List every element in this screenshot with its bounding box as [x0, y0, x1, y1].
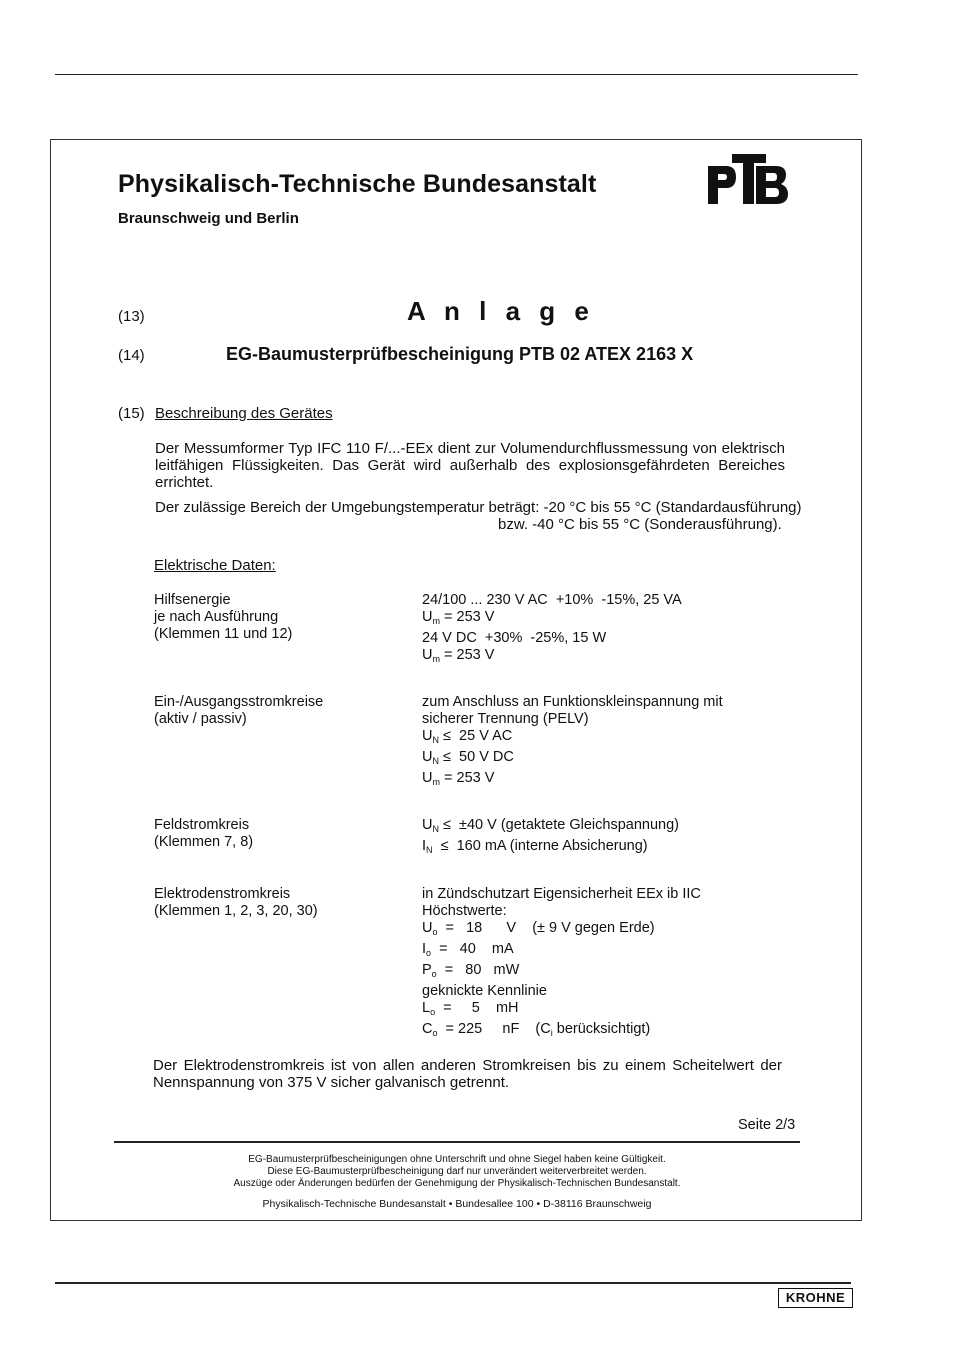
feldstromkreis-values [422, 817, 679, 859]
value-line: in Zündschutzart Eigensicherheit EEx ib IIC [422, 886, 701, 902]
value-line: $P_o = 80$ mW [422, 962, 520, 979]
elektroden-label [154, 886, 318, 920]
label-line: Ein-/Ausgangsstromkreise [154, 694, 324, 710]
description-paragraph: Der Messumformer Typ IFC 110 F/...-EEx dient zur Volumendurchflussmessung von elektrisch leitfähigen Flüssigkeiten. Das Gerät wird außerhalb des explosionsgefährdeten Bereiches errichtet. [155, 440, 785, 491]
value-line: $U_o = 18$ V (± 9 V gegen Erde) [422, 920, 655, 937]
label-line: (Klemmen 1, 2, 3, 20, 30) [154, 903, 318, 919]
label-line: Hilfsenergie [154, 592, 231, 608]
value-line: $I_o = 40$ mA [422, 941, 514, 958]
item-number-15: (15) [118, 405, 145, 422]
temperature-range-line-2: bzw. -40 °C bis 55 °C (Sonderausführung). [498, 516, 782, 533]
label-line: je nach Ausführung [154, 609, 279, 625]
hilfsenergie-label [154, 592, 292, 643]
ein-ausgang-label [154, 694, 323, 728]
item-number-13: (13) [118, 308, 145, 325]
value-line: Höchstwerte: [422, 903, 507, 919]
value-line: 24/100 ... 230 V AC +10% -15%, 25 VA [422, 592, 682, 608]
footer-note-3: Auszüge oder Änderungen bedürfen der Genehmigung der Physikalisch-Technischen Bundesanstalt. [233, 1178, 681, 1189]
elektroden-values [422, 886, 701, 1042]
value-line: sicherer Trennung (PELV) [422, 711, 589, 727]
label-line: Feldstromkreis [154, 817, 250, 833]
value-line: $I_N \le 160$ mA (interne Absicherung) [422, 838, 648, 855]
ptb-logo [706, 152, 790, 206]
ein-ausgang-values [422, 694, 723, 791]
value-line: $U_m = 253$ V [422, 609, 495, 626]
krohne-logo: KROHNE [778, 1288, 853, 1308]
value-line: $L_o$ = 5 mH [422, 1000, 519, 1017]
value-line: $U_m = 253$ V [422, 647, 495, 664]
label-line: (Klemmen 11 und 12) [154, 626, 293, 642]
value-line: $U_N \le 50$ V DC [422, 749, 514, 766]
label-line: (aktiv / passiv) [154, 711, 247, 727]
certificate-title: EG-Baumusterprüfbescheinigung PTB 02 ATEX 2163 X [226, 344, 694, 364]
temperature-range-line-1: Der zulässige Bereich der Umgebungstemperatur beträgt: -20 °C bis 55 °C (Standardausführung) [155, 499, 802, 516]
value-line: geknickte Kennlinie [422, 983, 547, 999]
value-line: $U_N \le 25$ V AC [422, 728, 513, 745]
footer-note-1: EG-Baumusterprüfbescheinigungen ohne Unterschrift und ohne Siegel haben keine Gültigkeit. [248, 1154, 666, 1165]
page-number: Seite 2/3 [738, 1117, 796, 1133]
institution-name: Physikalisch-Technische Bundesanstalt [118, 170, 597, 198]
footer-address: Physikalisch-Technische Bundesanstalt • Bundesallee 100 • D-38116 Braunschweig [262, 1198, 652, 1210]
label-line: Elektrodenstromkreis [154, 886, 291, 902]
electrical-data-heading: Elektrische Daten: [154, 557, 276, 574]
top-rule [55, 74, 858, 75]
value-line: $U_N \le \pm 40$ V (getaktete Gleichspannung) [422, 817, 679, 834]
closing-paragraph: Der Elektrodenstromkreis ist von allen anderen Stromkreisen bis zu einem Scheitelwert der Nennspannung von 375 V sicher galvanisch getrennt. [153, 1057, 782, 1091]
value-line: 24 V DC +30% -25%, 15 W [422, 630, 607, 646]
footer-rule [114, 1141, 800, 1143]
value-line: zum Anschluss an Funktionskleinspannung mit [422, 694, 723, 710]
item-number-14: (14) [118, 347, 145, 364]
label-line: (Klemmen 7, 8) [154, 834, 254, 850]
value-line: $C_o = 225$ nF ($C_i$ berücksichtigt) [422, 1021, 651, 1038]
section-title: Beschreibung des Gerätes [155, 405, 333, 422]
document-title: A n l a g e [407, 296, 595, 326]
feldstromkreis-label [154, 817, 253, 851]
value-line: $U_m = 253$ V [422, 770, 495, 787]
bottom-rule [55, 1282, 851, 1284]
institution-location: Braunschweig und Berlin [118, 210, 299, 227]
footer-note-2: Diese EG-Baumusterprüfbescheinigung darf nur unverändert weiterverbreitet werden. [267, 1166, 647, 1177]
hilfsenergie-values [422, 592, 682, 668]
